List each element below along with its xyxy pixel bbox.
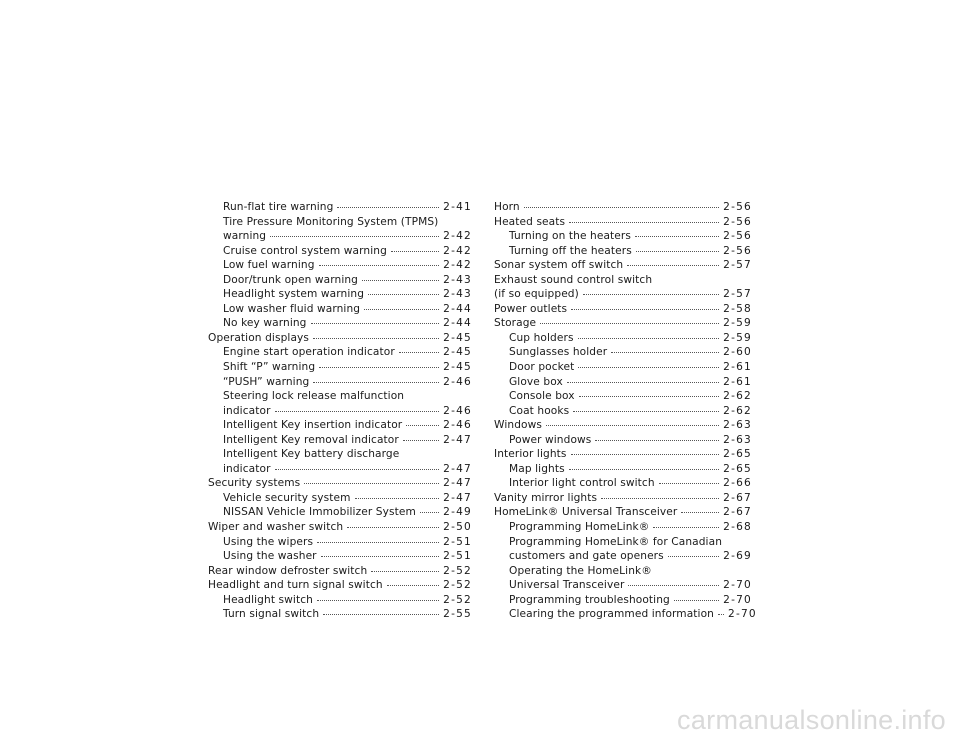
toc-section-entry[interactable] — [208, 564, 472, 579]
toc-subsection-entry[interactable] — [208, 360, 472, 375]
toc-entry-title-line: Programming HomeLink® for Canadian — [509, 535, 723, 548]
dot-leader — [313, 338, 439, 339]
toc-page-number: 2-59 — [723, 317, 752, 330]
toc-entry-title: Using the washer — [223, 550, 317, 563]
toc-subsection-entry[interactable] — [208, 447, 472, 476]
toc-section-entry[interactable] — [208, 578, 472, 593]
toc-page-number: 2-49 — [443, 506, 472, 519]
toc-page-number: 2-51 — [443, 535, 472, 548]
toc-entry-title: Clearing the programmed information — [509, 608, 714, 621]
dot-leader — [627, 265, 719, 266]
toc-subsection-entry[interactable] — [494, 593, 752, 608]
toc-entry-row — [494, 316, 752, 331]
toc-entry-row — [509, 389, 752, 404]
dot-leader — [681, 512, 719, 513]
toc-entry-row — [223, 345, 472, 360]
toc-entry-title: Power windows — [509, 433, 592, 446]
toc-page-number: 2-52 — [443, 579, 472, 592]
dot-leader — [569, 222, 719, 223]
toc-subsection-entry[interactable] — [494, 404, 752, 419]
toc-entry-title: Door pocket — [509, 361, 575, 374]
toc-page-number: 2-63 — [723, 419, 752, 432]
dot-leader — [313, 382, 439, 383]
toc-subsection-entry[interactable] — [208, 287, 472, 302]
toc-entry-row — [223, 273, 472, 288]
toc-entry-row — [509, 476, 752, 491]
toc-subsection-entry[interactable] — [494, 375, 752, 390]
dot-leader — [628, 585, 719, 586]
dot-leader — [317, 542, 439, 543]
toc-entry-title: Turn signal switch — [223, 608, 320, 621]
toc-entry-row — [509, 229, 752, 244]
toc-page-number: 2-70 — [728, 608, 757, 621]
toc-entry-row — [223, 462, 472, 477]
toc-page-number: 2-47 — [443, 491, 472, 504]
toc-entry-title: Console box — [509, 390, 575, 403]
dot-leader — [571, 309, 719, 310]
toc-entry-title: Coat hooks — [509, 404, 570, 417]
toc-entry-title: Interior lights — [494, 448, 567, 461]
toc-entry-title: Vanity mirror lights — [494, 491, 598, 504]
toc-entry-row — [223, 360, 472, 375]
toc-subsection-entry[interactable] — [208, 549, 472, 564]
toc-entry-title: warning — [223, 230, 267, 243]
dot-leader — [355, 498, 440, 499]
toc-subsection-entry[interactable] — [208, 345, 472, 360]
toc-entry-title: customers and gate openers — [509, 550, 664, 563]
toc-section-entry[interactable] — [208, 520, 472, 535]
dot-leader — [578, 338, 720, 339]
toc-page-number: 2-70 — [723, 579, 752, 592]
toc-page-number: 2-52 — [443, 564, 472, 577]
toc-page-number: 2-43 — [443, 288, 472, 301]
toc-entry-row — [208, 331, 472, 346]
toc-entry-title: Horn — [494, 201, 520, 213]
toc-entry-row — [223, 549, 472, 564]
toc-subsection-entry[interactable] — [208, 302, 472, 317]
toc-entry-row — [223, 433, 472, 448]
toc-page-number: 2-59 — [723, 331, 752, 344]
dot-leader — [362, 280, 439, 281]
toc-entry-title: Security systems — [208, 477, 301, 490]
dot-leader — [573, 411, 719, 412]
toc-section-entry[interactable] — [494, 491, 752, 506]
toc-page-number: 2-55 — [443, 608, 472, 621]
dot-leader — [275, 411, 440, 412]
toc-page-number: 2-42 — [443, 244, 472, 257]
toc-entry-row — [494, 505, 752, 520]
toc-entry-row — [223, 491, 472, 506]
toc-page-number: 2-47 — [443, 433, 472, 446]
toc-entry-title: Programming HomeLink® — [509, 521, 650, 534]
toc-entry-row — [223, 229, 472, 244]
toc-page-number: 2-52 — [443, 593, 472, 606]
toc-entry-row — [509, 593, 752, 608]
toc-entry-title: Low fuel warning — [223, 259, 315, 272]
toc-subsection-entry[interactable] — [494, 535, 752, 564]
toc-entry-row — [223, 607, 472, 622]
toc-subsection-entry[interactable] — [208, 389, 472, 418]
toc-page-number: 2-47 — [443, 462, 472, 475]
toc-entry-row — [494, 200, 752, 215]
toc-page-number: 2-68 — [723, 521, 752, 534]
toc-entry-title: Windows — [494, 419, 542, 432]
toc-section-entry[interactable] — [494, 316, 752, 331]
toc-subsection-entry[interactable] — [208, 607, 472, 622]
toc-entry-title: Headlight and turn signal switch — [208, 579, 383, 592]
toc-entry-title: Heated seats — [494, 215, 566, 228]
toc-section-entry[interactable] — [208, 476, 472, 491]
toc-entry-title: Cruise control system warning — [223, 244, 387, 257]
toc-entry-title: Map lights — [509, 462, 565, 475]
toc-entry-row — [509, 360, 752, 375]
toc-page-number: 2-61 — [723, 361, 752, 374]
toc-page-number: 2-70 — [723, 593, 752, 606]
toc-page-number: 2-57 — [723, 288, 752, 301]
toc-section-entry[interactable] — [494, 273, 752, 302]
dot-leader — [319, 367, 439, 368]
toc-subsection-entry[interactable] — [494, 331, 752, 346]
dot-leader — [636, 251, 719, 252]
dot-leader — [653, 527, 719, 528]
toc-page-number: 2-41 — [443, 201, 472, 213]
toc-page-number: 2-61 — [723, 375, 752, 388]
toc-page-number: 2-56 — [723, 201, 752, 213]
toc-page-number: 2-62 — [723, 404, 752, 417]
toc-entry-row — [494, 302, 752, 317]
toc-page-number: 2-57 — [723, 259, 752, 272]
dot-leader — [546, 425, 719, 426]
toc-entry-title: Operation displays — [208, 331, 310, 344]
toc-entry-row — [494, 447, 752, 462]
dot-leader — [337, 207, 439, 208]
toc-entry-row — [494, 258, 752, 273]
toc-entry-row — [223, 535, 472, 550]
toc-right-column — [494, 200, 757, 622]
toc-subsection-entry[interactable] — [208, 593, 472, 608]
dot-leader — [595, 440, 719, 441]
toc-subsection-entry[interactable] — [208, 418, 472, 433]
toc-entry-title: Headlight system warning — [223, 288, 365, 301]
toc-section-entry[interactable] — [494, 258, 752, 273]
toc-entry-row — [509, 520, 752, 535]
dot-leader — [323, 614, 439, 615]
dot-leader — [391, 251, 439, 252]
toc-entry-row — [208, 578, 472, 593]
toc-entry-title: Programming troubleshooting — [509, 593, 670, 606]
toc-entry-title-line: Exhaust sound control switch — [494, 273, 653, 286]
toc-section-entry[interactable] — [494, 215, 752, 230]
toc-entry-title: Sunglasses holder — [509, 346, 608, 359]
toc-section-entry[interactable] — [494, 302, 752, 317]
toc-page-number: 2-42 — [443, 230, 472, 243]
toc-page-number: 2-62 — [723, 390, 752, 403]
toc-subsection-entry[interactable] — [494, 389, 752, 404]
toc-entry-title: Low washer fluid warning — [223, 302, 361, 315]
toc-page-number: 2-44 — [443, 317, 472, 330]
toc-entry-title: Rear window defroster switch — [208, 564, 368, 577]
toc-entry-title: Turning on the heaters — [509, 230, 631, 243]
toc-entry-title: “PUSH” warning — [223, 375, 310, 388]
toc-entry-row — [223, 593, 472, 608]
toc-subsection-entry[interactable] — [494, 520, 752, 535]
dot-leader — [659, 483, 719, 484]
dot-leader — [567, 382, 719, 383]
toc-entry-row — [509, 375, 752, 390]
toc-subsection-entry[interactable] — [208, 215, 472, 244]
toc-page-number: 2-44 — [443, 302, 472, 315]
toc-entry-row — [509, 244, 752, 259]
toc-page-number: 2-56 — [723, 215, 752, 228]
toc-subsection-entry[interactable] — [208, 535, 472, 550]
toc-entry-title: indicator — [223, 462, 271, 475]
toc-entry-row — [208, 564, 472, 579]
dot-leader — [571, 454, 720, 455]
dot-leader — [569, 469, 719, 470]
toc-subsection-entry[interactable] — [208, 258, 472, 273]
dot-leader — [321, 556, 440, 557]
toc-entry-row — [223, 258, 472, 273]
toc-subsection-entry[interactable] — [494, 433, 752, 448]
toc-section-entry[interactable] — [494, 418, 752, 433]
dot-leader — [387, 585, 439, 586]
toc-left-column — [208, 200, 472, 622]
toc-entry-row — [509, 404, 752, 419]
toc-entry-row — [223, 505, 472, 520]
toc-subsection-entry[interactable] — [494, 345, 752, 360]
toc-entry-title: Sonar system off switch — [494, 259, 624, 272]
dot-leader — [270, 236, 439, 237]
toc-entry-row — [509, 578, 752, 593]
toc-page-number: 2-60 — [723, 346, 752, 359]
toc-entry-row — [509, 607, 757, 622]
toc-entry-row — [509, 331, 752, 346]
toc-subsection-entry[interactable] — [208, 375, 472, 390]
toc-page-number: 2-43 — [443, 273, 472, 286]
toc-entry-row — [223, 302, 472, 317]
toc-entry-title: Shift “P” warning — [223, 361, 316, 374]
toc-entry-row — [208, 476, 472, 491]
toc-section-entry[interactable] — [208, 331, 472, 346]
dot-leader — [718, 614, 724, 615]
toc-subsection-entry[interactable] — [494, 607, 757, 622]
toc-entry-title: Using the wipers — [223, 535, 314, 548]
toc-page-number: 2-67 — [723, 506, 752, 519]
toc-page-number: 2-56 — [723, 230, 752, 243]
dot-leader — [540, 323, 719, 324]
dot-leader — [371, 571, 439, 572]
toc-entry-row — [223, 418, 472, 433]
toc-subsection-entry[interactable] — [208, 244, 472, 259]
toc-entry-title: Intelligent Key removal indicator — [223, 433, 399, 446]
toc-entry-row — [223, 287, 472, 302]
toc-entry-row — [223, 200, 472, 215]
toc-subsection-entry[interactable] — [494, 476, 752, 491]
dot-leader — [524, 207, 719, 208]
toc-entry-row — [208, 520, 472, 535]
toc-section-entry[interactable] — [494, 200, 752, 215]
toc-page-number: 2-58 — [723, 302, 752, 315]
toc-entry-title: Headlight switch — [223, 593, 313, 606]
dot-leader — [583, 294, 719, 295]
dot-leader — [579, 396, 719, 397]
dot-leader — [304, 483, 439, 484]
toc-entry-title: Universal Transceiver — [509, 579, 625, 592]
toc-page-number: 2-66 — [723, 477, 752, 490]
toc-subsection-entry[interactable] — [208, 273, 472, 288]
toc-entry-row — [509, 345, 752, 360]
toc-entry-title: (if so equipped) — [494, 288, 579, 301]
toc-page-number: 2-45 — [443, 346, 472, 359]
dot-leader — [347, 527, 439, 528]
dot-leader — [368, 294, 439, 295]
dot-leader — [403, 440, 439, 441]
toc-entry-row — [223, 316, 472, 331]
toc-entry-title-line: Intelligent Key battery discharge — [223, 448, 400, 461]
toc-page-number: 2-46 — [443, 419, 472, 432]
dot-leader — [399, 352, 439, 353]
toc-entry-title: Intelligent Key insertion indicator — [223, 419, 403, 432]
toc-entry-row — [223, 375, 472, 390]
toc-page-number: 2-56 — [723, 244, 752, 257]
dot-leader — [601, 498, 719, 499]
dot-leader — [317, 600, 439, 601]
toc-page-number: 2-65 — [723, 448, 752, 461]
toc-section-entry[interactable] — [494, 505, 752, 520]
toc-entry-title: Interior light control switch — [509, 477, 655, 490]
toc-entry-row — [494, 418, 752, 433]
dot-leader — [311, 323, 440, 324]
toc-subsection-entry[interactable] — [208, 200, 472, 215]
toc-subsection-entry[interactable] — [494, 244, 752, 259]
toc-entry-title: Cup holders — [509, 331, 574, 344]
toc-subsection-entry[interactable] — [208, 491, 472, 506]
toc-entry-row — [509, 462, 752, 477]
toc-entry-title: indicator — [223, 404, 271, 417]
toc-page-number: 2-45 — [443, 361, 472, 374]
toc-entry-row — [509, 549, 752, 564]
toc-page-number: 2-51 — [443, 550, 472, 563]
toc-entry-row — [223, 404, 472, 419]
toc-entry-title: Vehicle security system — [223, 491, 351, 504]
toc-entry-title: NISSAN Vehicle Immobilizer System — [223, 506, 416, 519]
dot-leader — [668, 556, 719, 557]
toc-section-entry[interactable] — [494, 447, 752, 462]
toc-entry-title: Wiper and washer switch — [208, 521, 344, 534]
dot-leader — [578, 367, 719, 368]
toc-entry-title: Run-flat tire warning — [223, 201, 334, 213]
watermark-text: carmanualsonline.info — [677, 705, 946, 735]
toc-entry-row — [509, 433, 752, 448]
toc-entry-title-line: Tire Pressure Monitoring System (TPMS) — [223, 215, 439, 228]
dot-leader — [420, 512, 439, 513]
toc-entry-row — [494, 491, 752, 506]
toc-subsection-entry[interactable] — [494, 229, 752, 244]
toc-page-number: 2-65 — [723, 462, 752, 475]
toc-subsection-entry[interactable] — [208, 316, 472, 331]
toc-page-number: 2-46 — [443, 404, 472, 417]
dot-leader — [319, 265, 440, 266]
toc-page-number: 2-45 — [443, 331, 472, 344]
dot-leader — [635, 236, 719, 237]
toc-entry-title: Power outlets — [494, 302, 568, 315]
toc-page-number: 2-69 — [723, 550, 752, 563]
toc-page-number: 2-50 — [443, 521, 472, 534]
toc-entry-row — [494, 287, 752, 302]
dot-leader — [275, 469, 440, 470]
toc-entry-title: No key warning — [223, 317, 307, 330]
toc-entry-title: Glove box — [509, 375, 563, 388]
toc-entry-title: Storage — [494, 317, 537, 330]
toc-entry-title-line: Steering lock release malfunction — [223, 390, 405, 403]
toc-entry-row — [223, 244, 472, 259]
toc-subsection-entry[interactable] — [494, 462, 752, 477]
dot-leader — [611, 352, 719, 353]
toc-page-number: 2-67 — [723, 491, 752, 504]
toc-page-number: 2-42 — [443, 259, 472, 272]
toc-entry-title-line: Operating the HomeLink® — [509, 564, 652, 577]
toc-entry-title: Engine start operation indicator — [223, 346, 395, 359]
toc-entry-row — [494, 215, 752, 230]
toc-entry-title: HomeLink® Universal Transceiver — [494, 506, 678, 519]
toc-subsection-entry[interactable] — [208, 433, 472, 448]
toc-subsection-entry[interactable] — [494, 564, 752, 593]
toc-page-number: 2-46 — [443, 375, 472, 388]
toc-entry-title: Turning off the heaters — [509, 244, 632, 257]
dot-leader — [364, 309, 439, 310]
toc-subsection-entry[interactable] — [494, 360, 752, 375]
toc-entry-title: Door/trunk open warning — [223, 273, 359, 286]
dot-leader — [674, 600, 719, 601]
toc-page-number: 2-47 — [443, 477, 472, 490]
toc-page-number: 2-63 — [723, 433, 752, 446]
dot-leader — [406, 425, 439, 426]
toc-subsection-entry[interactable] — [208, 505, 472, 520]
